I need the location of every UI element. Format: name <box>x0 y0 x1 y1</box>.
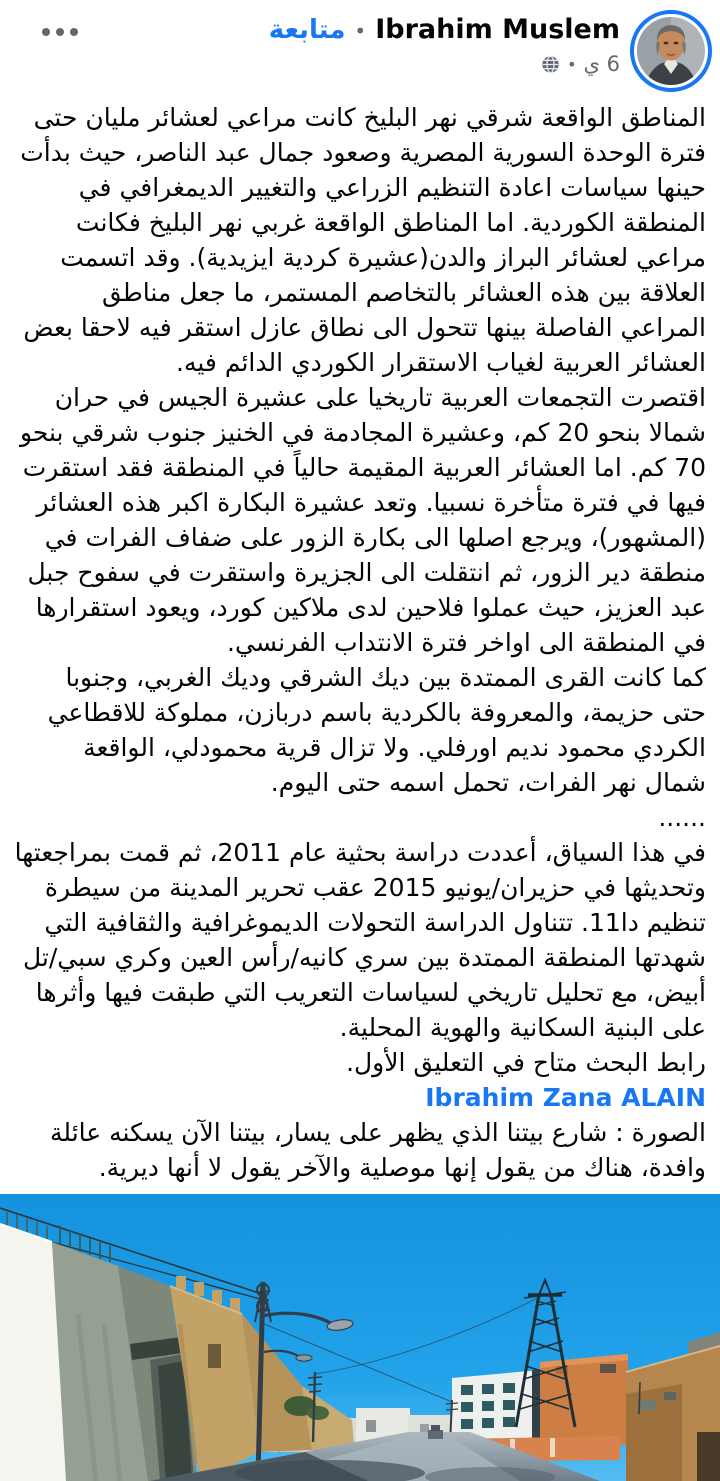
mention-link[interactable]: Ibrahim Zana ALAIN <box>425 1083 706 1112</box>
ellipsis-icon <box>42 28 78 36</box>
post-paragraph: رابط البحث متاح في التعليق الأول. <box>346 1048 706 1077</box>
post-paragraph: المناطق الواقعة شرقي نهر البليخ كانت مراعي لعشائر مليان حتى فترة الوحدة السورية المصرية وصعود جمال عبد الناصر، حيث بدأت حينها سياسات اعادة التنظيم الزراعي والتغيير الديمغرافي في المنطقة الكوردية. اما المناطق الواقعة غربي نهر البليخ فكانت مراعي لعشائر البراز والدن(عشيرة كردية ايزيدية). وقد اتسمت العلاقة بين هذه العشائر بالتخاصم المستمر، ما جعل مناطق المراعي الفاصلة بينها تتحول الى نطاق عازل استقر فيه لاحقا بعض العشائر العربية لغياب الاستقرار الكوردي الدائم فيه. <box>20 103 706 377</box>
globe-icon <box>541 55 560 74</box>
post-text <box>0 98 720 1185</box>
name-separator: • <box>354 19 367 43</box>
post-paragraph: ...... <box>658 803 706 832</box>
post-menu-button[interactable] <box>16 10 96 46</box>
post-paragraph: كما كانت القرى الممتدة بين ديك الشرقي وديك الغربي، وجنوبا حتى حزيمة، والمعروفة بالكردية باسم دربازن، مملوكة للاقطاعي الكردي محمود نديم اورفلي. ولا تزال قرية محمودلي، الواقعة شمال نهر الفرات، تحمل اسمه حتى اليوم. <box>47 663 706 797</box>
post-paragraph: اقتصرت التجمعات العربية تاريخيا على عشيرة الجيس في حران شمالا بنحو 20 كم، وعشيرة المجادمة في الخنيز جنوب شرقي بنحو 70 كم. اما العشائر العربية المقيمة حالياً في المنطقة فقد استقرت فيها في فترة متأخرة نسبيا. وتعد عشيرة البكارة اكبر هذه العشائر (المشهور)، ويرجع اصلها الى بكارة الزور على ضفاف الفرات في منطقة دير الزور، ثم انتقلت الى الجزيرة واستقرت في سفوح جبل عبد العزيز، حيث عملوا فلاحين لدى ملاكين كورد، ويعود استقرارها في المنطقة الى اواخر فترة الانتداب الفرنسي. <box>19 383 706 657</box>
post-paragraphs <box>14 100 706 1080</box>
avatar[interactable] <box>630 10 712 92</box>
avatar-photo <box>630 10 712 92</box>
timestamp[interactable]: 6 ي <box>583 52 620 77</box>
photo-caption: الصورة : شارع بيتنا الذي يظهر على يسار، بيتنا الآن يسكنه عائلة وافدة، هناك من يقول إنها موصلية والآخر يقول لا أنها ديرية. <box>50 1118 706 1182</box>
street-photo-illustration <box>0 1194 720 1481</box>
post-paragraph: في هذا السياق، أعددت دراسة بحثية عام 2011، ثم قمت بمراجعتها وتحديثها في حزيران/يونيو 2015 عقب تحرير المدينة من سيطرة تنظيم دا11. تتناول الدراسة التحولات الديموغرافية والثقافية التي شهدتها المنطقة الممتدة بين سري كانيه/رأس العين وكري سبي/تل أبيض، مع تحليل تاريخي لسياسات التعريب التي طبقت فيها وأثرها على البنية السكانية والهوية المحلية. <box>14 838 706 1042</box>
follow-button[interactable]: متابعة <box>268 15 346 45</box>
author-name[interactable]: Ibrahim Muslem <box>375 14 620 45</box>
post-photo[interactable] <box>0 1194 720 1481</box>
post-header <box>0 0 720 98</box>
header-info <box>106 10 620 76</box>
meta-separator: • <box>567 54 577 74</box>
